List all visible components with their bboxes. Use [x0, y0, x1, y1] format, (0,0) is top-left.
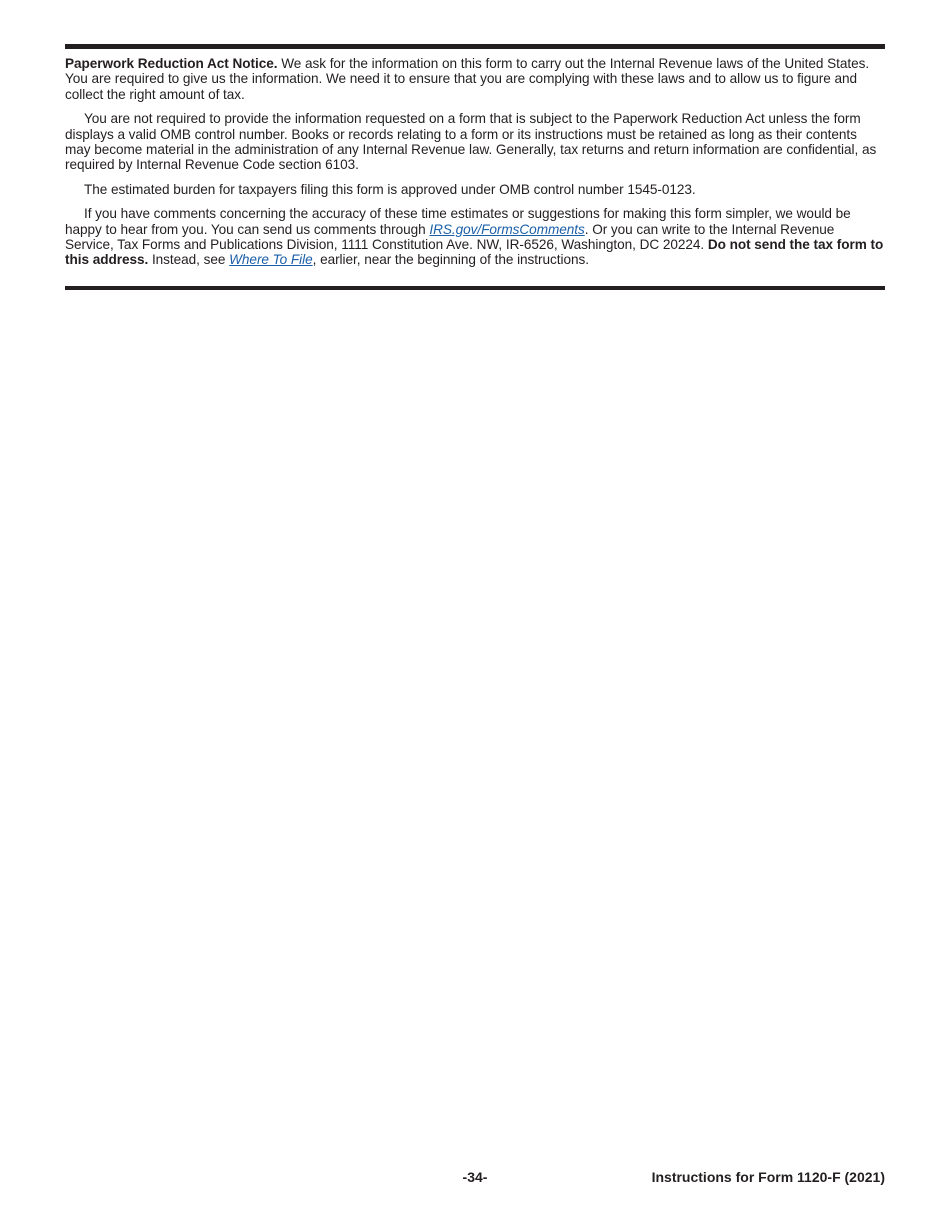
paragraph-4-instead-text: Instead, see [148, 252, 230, 268]
notice-paragraph-1 [65, 56, 885, 102]
where-to-file-link[interactable]: Where To File [229, 252, 313, 268]
notice-paragraph-3: The estimated burden for taxpayers filing this form is approved under OMB control number 1545-0123. [84, 181, 696, 197]
page-number: -34- [462, 1169, 488, 1185]
document-title: Instructions for Form 1120-F (2021) [651, 1169, 885, 1185]
notice-paragraph-2: You are not required to provide the information requested on a form that is subject to the Paperwork Reduction Act unless the form displays a valid OMB control number. Books or records relating to a form or its instructions must be retained as long as their contents may become material in the administration of any Internal Revenue law. Generally, tax returns and return information are confidential, as required by Internal Revenue Code section 6103. [65, 111, 877, 173]
forms-comments-link[interactable]: IRS.gov/FormsComments [429, 221, 585, 237]
paragraph-4-address-text: . Or you can write to the Internal Revenue Service, Tax Forms and Publications Division, 1111 Constitution Ave. NW, IR-6526, Washington, DC 20224. [65, 221, 835, 253]
do-not-send-warning: Do not send the tax form to this address. [65, 237, 884, 268]
paperwork-reduction-notice [65, 44, 885, 290]
notice-heading: Paperwork Reduction Act Notice. [65, 56, 278, 71]
paragraph-4-text-start: If you have comments concerning the accuracy of these time estimates or suggestions for making this form simpler, we would be happy to hear from you. You can send us comments through [65, 206, 851, 237]
notice-paragraph-1-text: We ask for the information on this form to carry out the Internal Revenue laws of the United States. You are required to give us the information. We need it to ensure that you are complying with these laws and to allow us to figure and collect the right amount of tax. [65, 56, 870, 102]
notice-paragraph-4 [65, 206, 885, 268]
paragraph-4-text-end: , earlier, near the beginning of the instructions. [312, 252, 589, 268]
